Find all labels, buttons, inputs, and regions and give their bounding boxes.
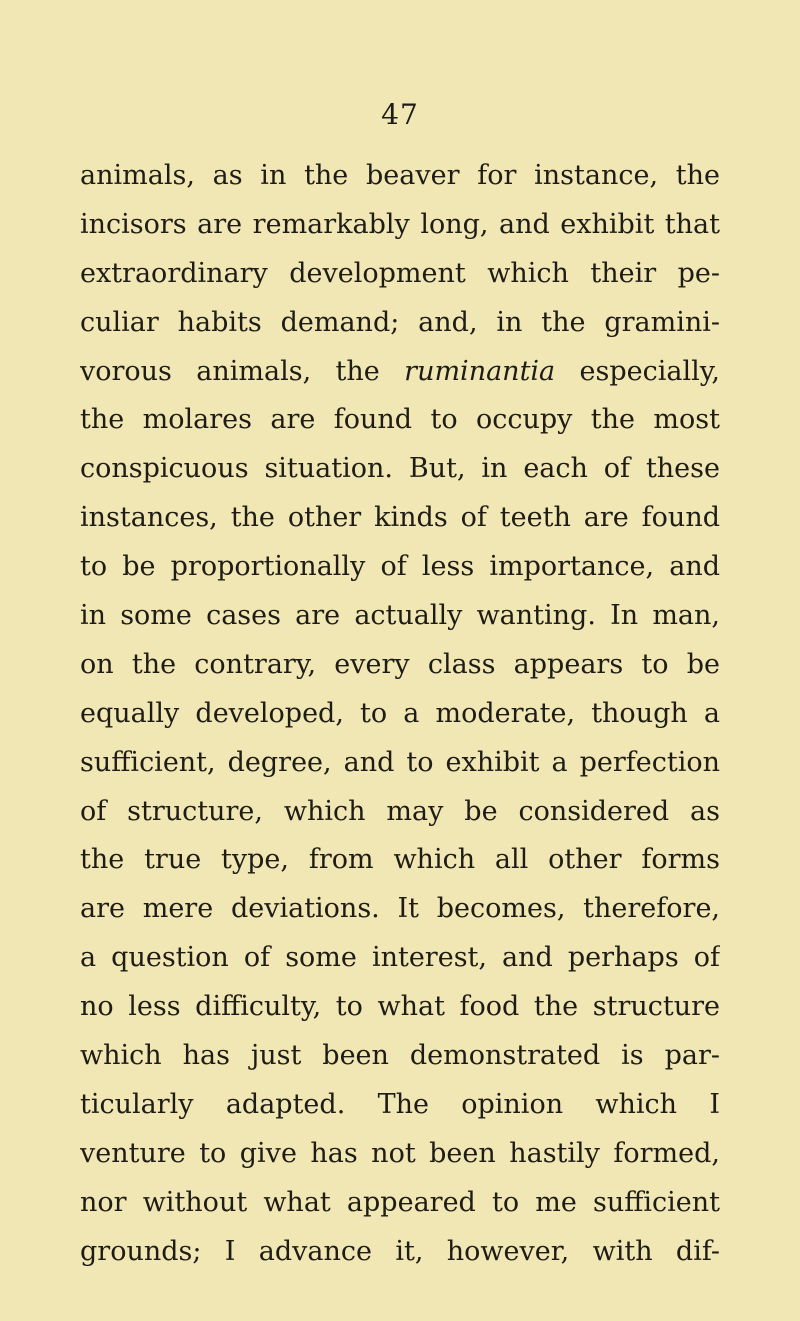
text-line: ticularly adapted. The opinion which I	[80, 1088, 720, 1120]
text-line: culiar habits demand; and, in the gramini-	[80, 306, 720, 338]
body-text	[80, 152, 720, 1276]
text-line: the molares are found to occupy the most	[80, 404, 720, 436]
text-line: which has just been demonstrated is par-	[80, 1040, 720, 1072]
text-line: equally developed, to a moderate, though a	[80, 697, 720, 729]
text-line: are mere deviations. It becomes, therefore,	[80, 893, 720, 925]
text-line: nor without what appeared to me sufficient	[80, 1186, 720, 1218]
text-line: venture to give has not been hastily formed,	[80, 1137, 720, 1169]
text-line: grounds; I advance it, however, with dif-	[80, 1235, 720, 1267]
text-line: animals, as in the beaver for instance, the	[80, 160, 720, 191]
text-line: sufficient, degree, and to exhibit a perfection	[80, 746, 720, 778]
text-line: instances, the other kinds of teeth are found	[80, 502, 720, 534]
text-fragment: vorous animals, the	[80, 355, 405, 387]
text-fragment: especially,	[555, 355, 720, 387]
text-line	[80, 348, 720, 397]
text-line: of structure, which may be considered as	[80, 795, 720, 827]
text-line: extraordinary development which their pe-	[80, 257, 720, 289]
text-line: no less difficulty, to what food the structure	[80, 991, 720, 1023]
text-line: the true type, from which all other forms	[80, 844, 720, 876]
text-line: incisors are remarkably long, and exhibit that	[80, 208, 720, 240]
text-line: to be proportionally of less importance, and	[80, 551, 720, 583]
text-line: a question of some interest, and perhaps of	[80, 942, 720, 974]
italic-term: ruminantia	[404, 355, 556, 387]
page-number: 47	[381, 98, 419, 131]
text-line: in some cases are actually wanting. In man,	[80, 600, 720, 632]
text-line: on the contrary, every class appears to be	[80, 648, 720, 680]
text-line: conspicuous situation. But, in each of these	[80, 453, 720, 485]
